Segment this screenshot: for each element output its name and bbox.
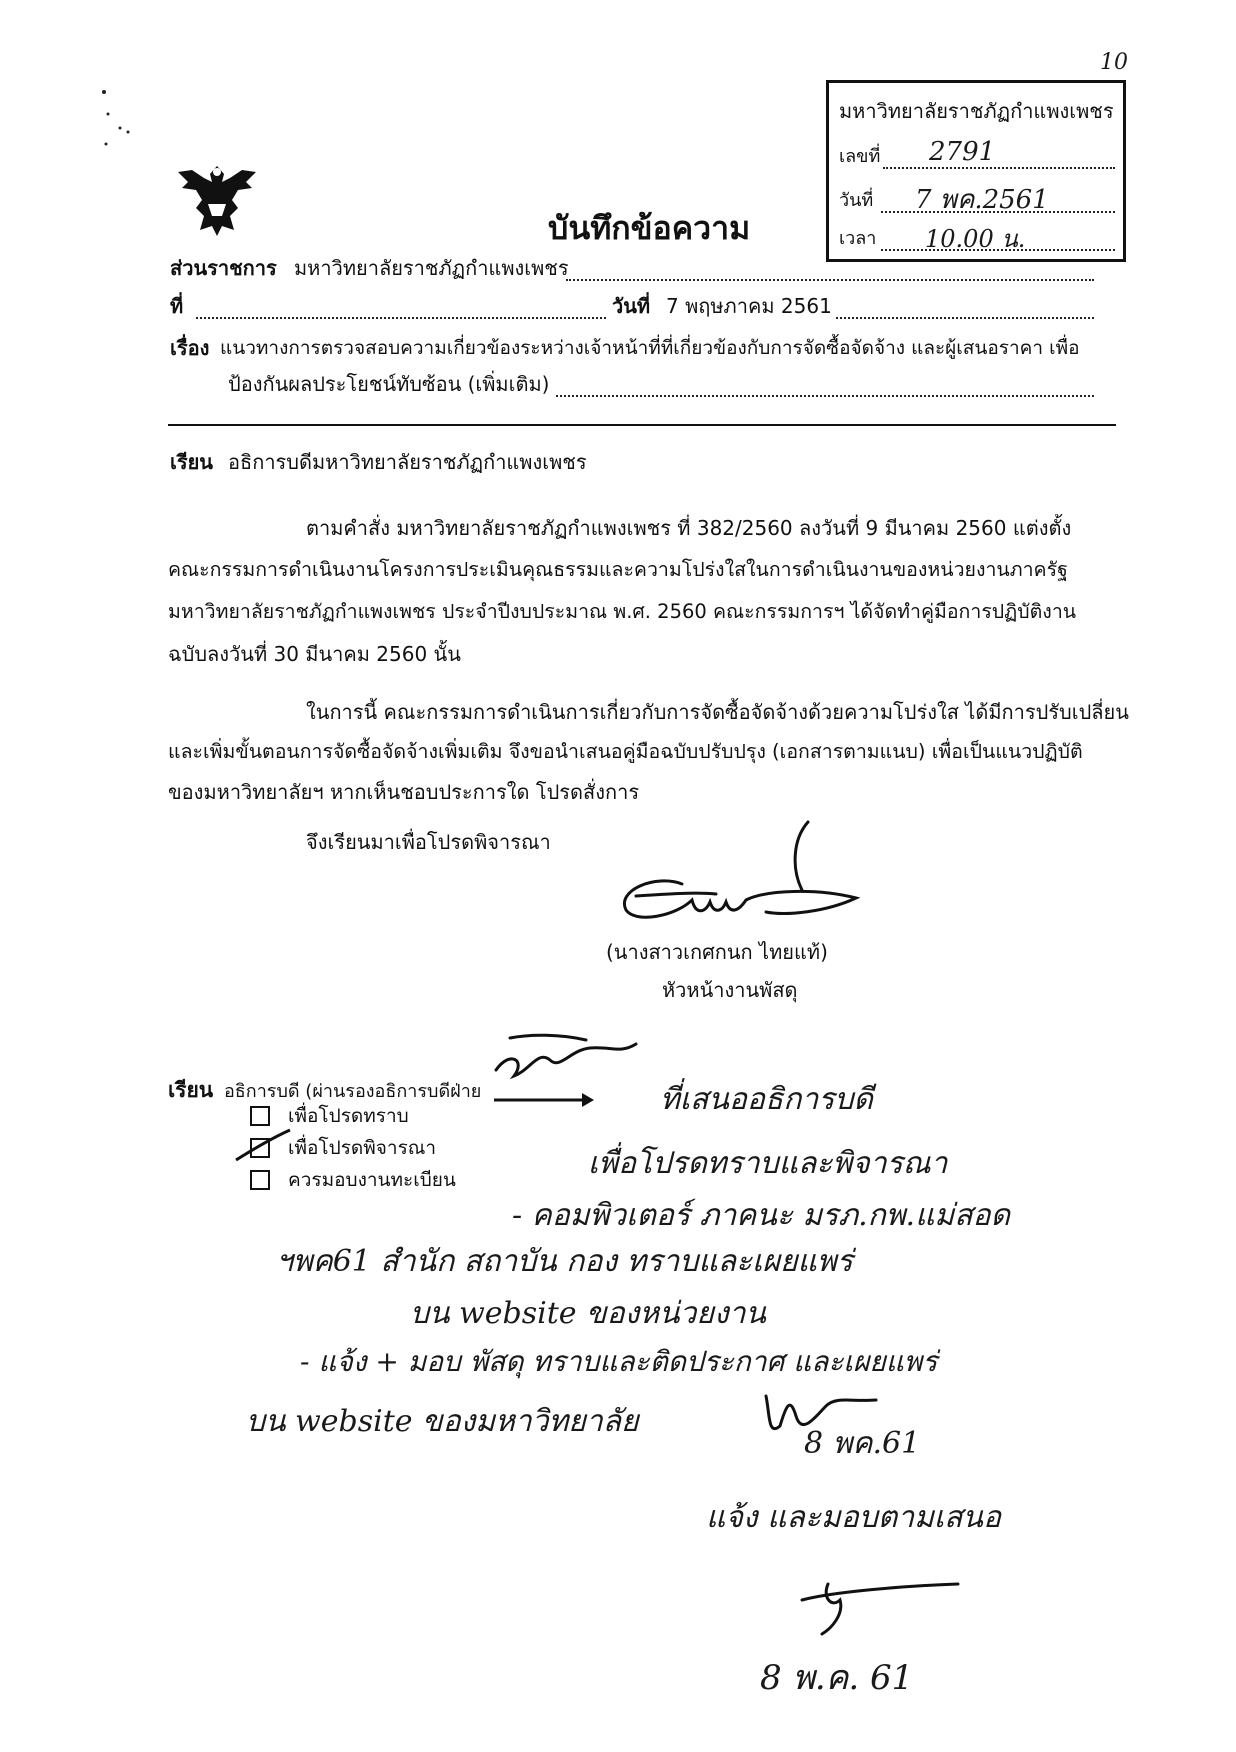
handwritten-line-4: ฯพค61 สำนัก สถาบัน กอง ทราบและเผยแพร่ [276, 1244, 853, 1279]
header-rule [168, 424, 1116, 426]
signature-scribble-3 [792, 1578, 962, 1638]
memo-title: บันทึกข้อความ [548, 209, 751, 247]
handwritten-line-3: - คอมพิวเตอร์ ภาคนะ มรภ.กพ.แม่สอด [512, 1198, 1011, 1233]
subject-line-1: แนวทางการตรวจสอบความเกี่ยวข้องระหว่างเจ้าหน้าที่ที่เกี่ยวข้องกับการจัดซื้อจัดจ้าง และผู้เสนอราคา เพื่อ [220, 337, 1080, 359]
body-p1-line-3: มหาวิทยาลัยราชภัฏกำแพงเพชร ประจำปีงบประมาณ พ.ศ. 2560 คณะกรรมการฯ ได้จัดทำคู่มือการปฏิบัติงาน [168, 600, 1077, 623]
handwritten-date-2: 8 พ.ค. 61 [760, 1658, 914, 1698]
stamp-date-label: วันที่ [839, 190, 874, 211]
routing-option-1: เพื่อโปรดทราบ [288, 1105, 409, 1127]
handwritten-line-5: บน website ของหน่วยงาน [410, 1296, 766, 1331]
routing-option-2: เพื่อโปรดพิจารณา [288, 1137, 437, 1159]
handwritten-date-1: 8 พค.61 [804, 1426, 921, 1461]
agency-label: ส่วนราชการ [170, 256, 277, 280]
checkbox-option-1[interactable] [250, 1106, 270, 1126]
agency-value: มหาวิทยาลัยราชภัฏกำแพงเพชร [294, 256, 569, 280]
stamp-time-value: 10.00 น. [925, 225, 1026, 253]
routing-option-3: ควรมอบงานทะเบียน [288, 1169, 456, 1191]
checkmark-icon [232, 1128, 292, 1168]
stamp-date-value: 7 พค.2561 [915, 185, 1049, 215]
date-label: วันที่ [612, 294, 651, 318]
routing-arrow [494, 1090, 594, 1110]
stamp-time-label: เวลา [839, 228, 877, 249]
routing-label: เรียน [168, 1078, 214, 1102]
checkbox-option-3[interactable] [250, 1170, 270, 1190]
stamp-no-value: 2791 [929, 137, 996, 167]
handwritten-note: แจ้ง และมอบตามเสนอ [706, 1500, 1001, 1535]
signer-position: หัวหน้างานพัสดุ [662, 978, 798, 1002]
stamp-university: มหาวิทยาลัยราชภัฏกำแพงเพชร [839, 99, 1114, 123]
signature-scribble [596, 820, 896, 940]
ref-label: ที่ [170, 294, 184, 318]
stamp-no-label: เลขที่ [839, 146, 881, 167]
salutation-label: เรียน [170, 450, 213, 474]
body-p2-line-1: ในการนี้ คณะกรรมการดำเนินการเกี่ยวกับการจัดซื้อจัดจ้างด้วยความโปร่งใส ได้มีการปรับเปลี่ยน [306, 700, 1129, 724]
signer-name: (นางสาวเกศกนก ไทยแท้) [606, 940, 828, 964]
handwritten-line-1: ที่เสนออธิการบดี [660, 1082, 873, 1117]
routing-initials [490, 1030, 640, 1090]
closing-line: จึงเรียนมาเพื่อโปรดพิจารณา [306, 830, 551, 854]
subject-label: เรื่อง [170, 336, 210, 360]
scan-specks [98, 88, 134, 148]
body-p1-line-4: ฉบับลงวันที่ 30 มีนาคม 2560 นั้น [168, 642, 461, 666]
handwritten-line-2: เพื่อโปรดทราบและพิจารณา [588, 1146, 948, 1181]
handwritten-line-7: บน website ของมหาวิทยาลัย [246, 1404, 639, 1439]
handwritten-line-6: - แจ้ง + มอบ พัสดุ ทราบและติดประกาศ และเผยแพร่ [300, 1345, 938, 1378]
receipt-stamp [826, 80, 1126, 262]
page-number: 10 [1100, 50, 1128, 75]
routing-value: อธิการบดี (ผ่านรองอธิการบดีฝ่าย [224, 1081, 482, 1102]
subject-line-2: ป้องกันผลประโยชน์ทับซ้อน (เพิ่มเติม) [228, 372, 550, 396]
body-p2-line-2: และเพิ่มขั้นตอนการจัดซื้อจัดจ้างเพิ่มเติม จึงขอนำเสนอคู่มือฉบับปรับปรุง (เอกสารตามแนบ) เพื่อเป็นแนวปฏิบัติ [168, 740, 1083, 763]
garuda-emblem [172, 160, 262, 240]
date-value: 7 พฤษภาคม 2561 [666, 294, 832, 318]
body-p1-line-1: ตามคำสั่ง มหาวิทยาลัยราชภัฏกำแพงเพชร ที่ 382/2560 ลงวันที่ 9 มีนาคม 2560 แต่งตั้ง [306, 516, 1072, 540]
body-p2-line-3: ของมหาวิทยาลัยฯ หากเห็นชอบประการใด โปรดสั่งการ [168, 780, 640, 804]
salutation-value: อธิการบดีมหาวิทยาลัยราชภัฏกำแพงเพชร [228, 450, 587, 474]
body-p1-line-2: คณะกรรมการดำเนินงานโครงการประเมินคุณธรรมและความโปร่งใสในการดำเนินงานของหน่วยงานภาครัฐ [168, 558, 1068, 581]
